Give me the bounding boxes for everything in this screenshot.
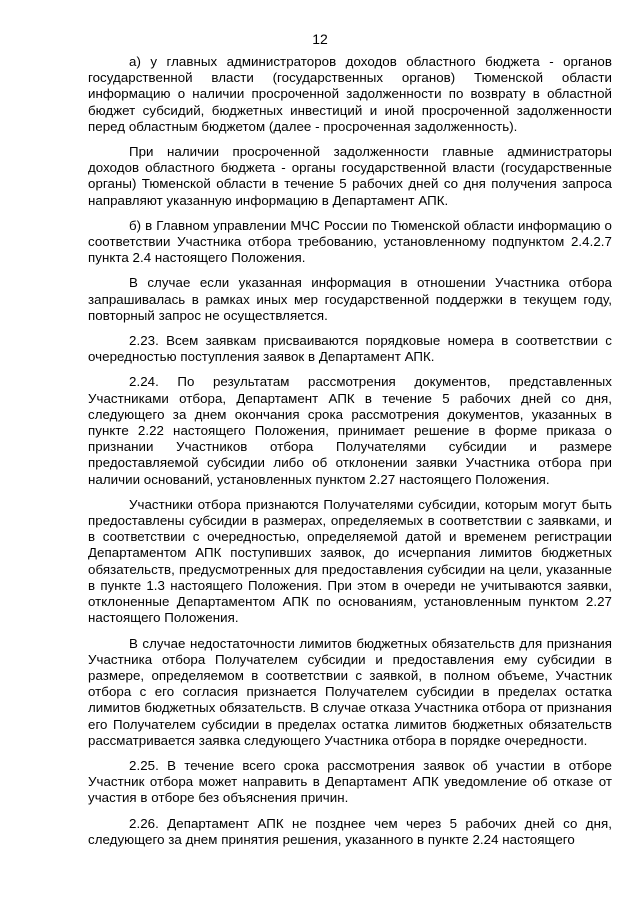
page-number: 12 — [312, 31, 328, 47]
paragraph-2-26: 2.26. Департамент АПК не позднее чем через 5 рабочих дней со дня, следующего за днем принятия решения, указанного в пункте 2.24 настоящего — [88, 815, 612, 847]
paragraph-repeat-request: В случае если указанная информация в отношении Участника отбора запрашивалась в рамках иных мер государственной поддержки в текущем году, повторный запрос не осуществляется. — [88, 275, 612, 323]
paragraph-2-22-a: а) у главных администраторов доходов областного бюджета - органов государственной власти (государственных органов) Тюменской области информацию о наличии просроченной задолженности по возврату в областной бюджет субсидий, бюджетных инвестиций и иной просроченной задолженности перед областным бюджетом (далее - просроченная задолженность). — [88, 54, 612, 134]
document-body — [88, 54, 612, 857]
paragraph-recipients: Участники отбора признаются Получателями субсидии, которым могут быть предоставлены субсидии в размерах, определяемых в соответствии с заявками, и в соответствии с очередностью, определяемой датой и временем регистрации Департаментом АПК поступивших заявок, до исчерпания лимитов бюджетных обязательств, предусмотренных для предоставления субсидии на цели, указанные в пункте 1.3 настоящего Положения. При этом в очереди не учитываются заявки, отклоненные Департаментом АПК по основаниям, установленным пунктом 2.27 настоящего Положения. — [88, 496, 612, 626]
paragraph-overdue-debt: При наличии просроченной задолженности главные администраторы доходов областного бюджета - органы государственной власти (государственные органы) Тюменской области в течение 5 рабочих дней со дня получения запроса направляют указанную информацию в Департамент АПК. — [88, 144, 612, 208]
paragraph-2-24: 2.24. По результатам рассмотрения документов, представленных Участниками отбора, Департамент АПК в течение 5 рабочих дней со дня, следующего за днем окончания срока рассмотрения документов, указанных в пункте 2.22 настоящего Положения, принимает решение в форме приказа о признании Участников отбора Получателями субсидии и размере предоставляемой субсидии либо об отклонении заявки Участника отбора при наличии оснований, установленных пунктом 2.27 настоящего Положения. — [88, 374, 612, 487]
paragraph-insufficient-limits: В случае недостаточности лимитов бюджетных обязательств для признания Участника отбора Получателем субсидии и предоставления ему субсидии в размере, определяемом в соответствии с заявкой, в полном объеме, Участник отбора с его согласия признается Получателем субсидии в пределах остатка лимитов бюджетных обязательств. В случае отказа Участника отбора от признания его Получателем субсидии в пределах остатка лимитов бюджетных обязательств рассматривается заявка следующего Участника отбора в порядке очередности. — [88, 635, 612, 748]
paragraph-2-25: 2.25. В течение всего срока рассмотрения заявок об участии в отборе Участник отбора может направить в Департамент АПК уведомление об отказе от участия в отборе без объяснения причин. — [88, 757, 612, 806]
paragraph-2-22-b: б) в Главном управлении МЧС России по Тюменской области информацию о соответствии Участника отбора требованию, установленному подпунктом 2.4.2.7 пункта 2.4 настоящего Положения. — [88, 217, 612, 266]
paragraph-2-23: 2.23. Всем заявкам присваиваются порядковые номера в соответствии с очередностью поступления заявок в Департамент АПК. — [88, 333, 612, 365]
